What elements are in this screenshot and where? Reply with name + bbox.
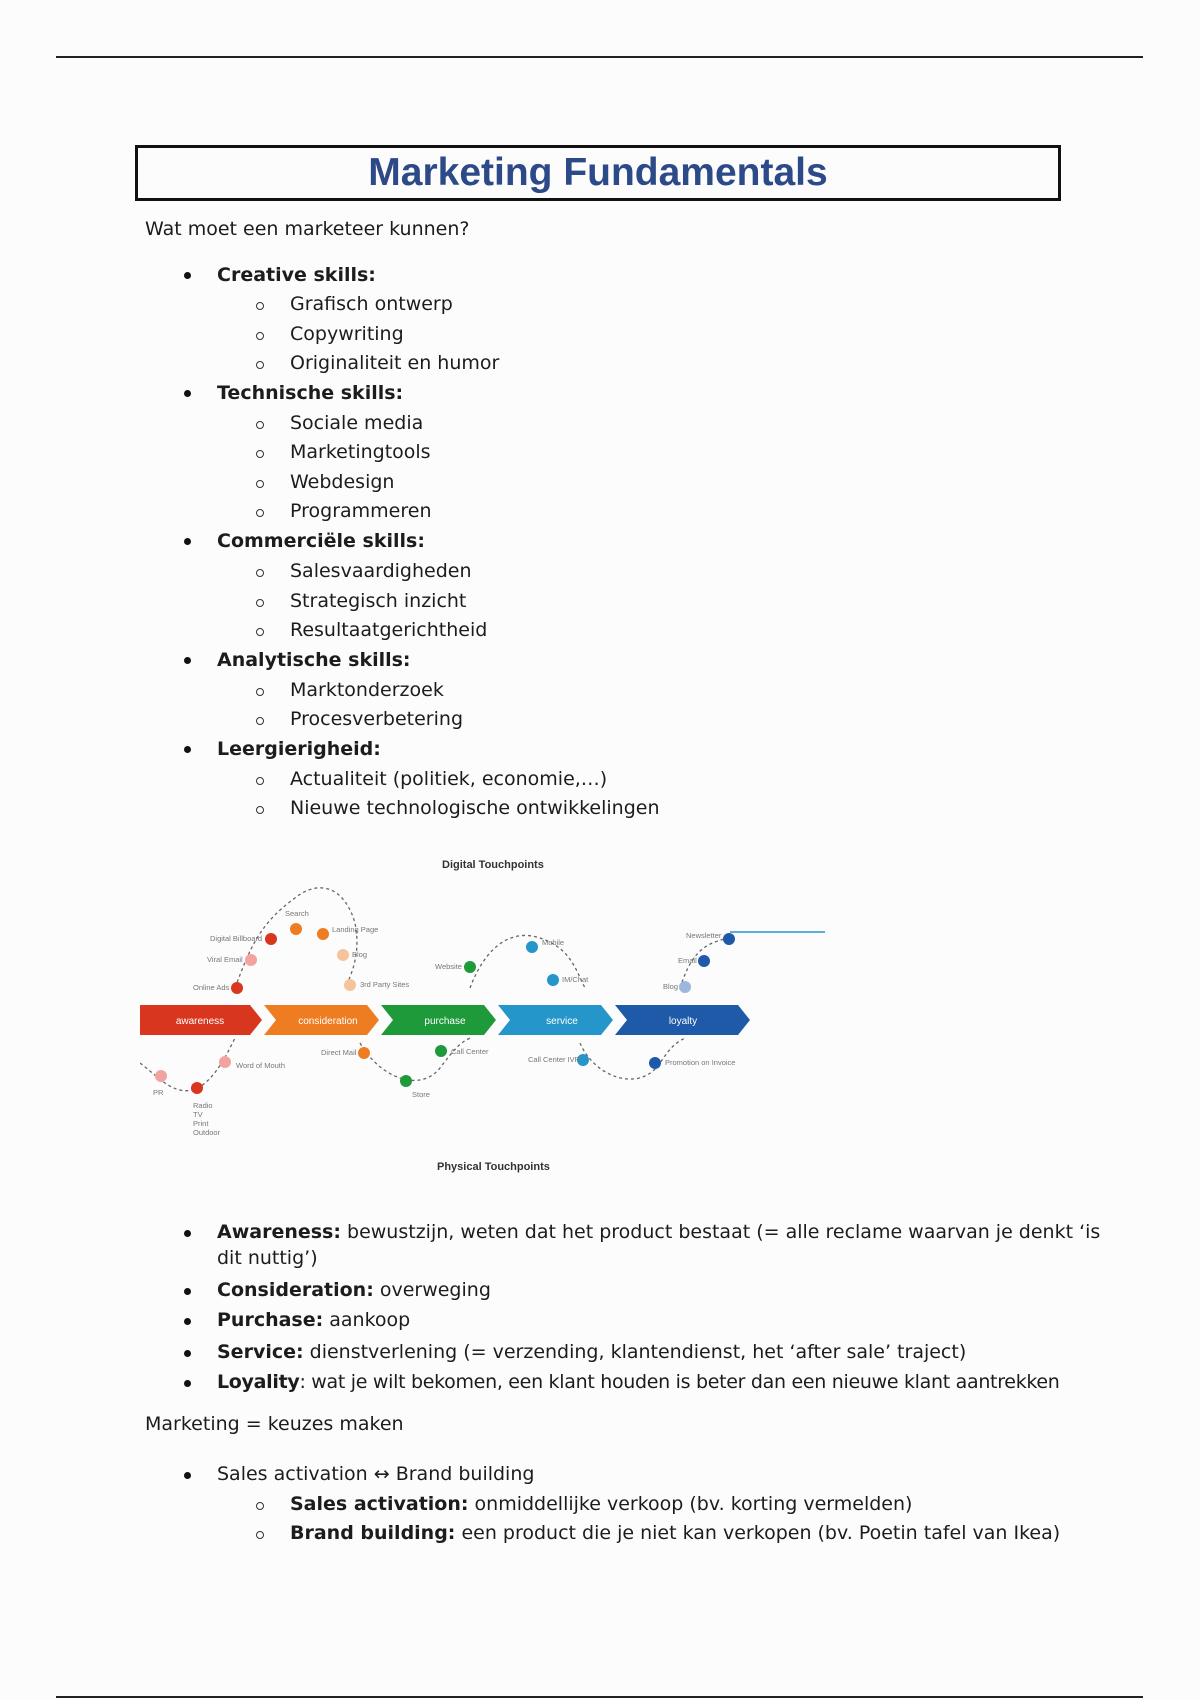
sales-heading: Sales activation ↔ Brand building	[217, 1463, 535, 1485]
sub-bullet	[256, 599, 264, 607]
stage-label: purchase	[424, 1016, 466, 1027]
touchpoint-label: Email	[678, 956, 697, 965]
touchpoint-dot	[191, 1082, 203, 1094]
touchpoint-label: Outdoor	[193, 1128, 221, 1137]
stage-label: service	[546, 1016, 578, 1027]
bullet	[184, 1350, 191, 1357]
definition-item	[217, 1221, 1100, 1243]
top-rule	[56, 56, 1143, 58]
sub-bullet	[256, 361, 264, 369]
touchpoint-dot	[358, 1047, 370, 1059]
skill-item: Sociale media	[290, 412, 424, 434]
touchpoint-label: Newsletter	[686, 931, 722, 940]
intro-text: Wat moet een marketeer kunnen?	[145, 218, 470, 240]
definition-term: Consideration:	[217, 1279, 374, 1301]
bullet	[184, 746, 191, 753]
touchpoint-label: PR	[153, 1088, 164, 1097]
skill-item: Strategisch inzicht	[290, 590, 467, 612]
touchpoint-dot	[679, 981, 691, 993]
skill-item: Webdesign	[290, 471, 395, 493]
sub-bullet	[256, 777, 264, 785]
touchpoint-label: Call Center	[451, 1047, 489, 1056]
bullet	[184, 390, 191, 397]
skill-item: Marketingtools	[290, 441, 431, 463]
bullet	[184, 1230, 191, 1237]
touchpoint-dot	[435, 1045, 447, 1057]
sales-text: een product die je niet kan verkopen (bv. Poetin tafel van Ikea)	[455, 1522, 1061, 1544]
definition-continuation: dit nuttig’)	[217, 1247, 318, 1269]
sub-bullet	[256, 421, 264, 429]
sub-bullet	[256, 332, 264, 340]
skill-item: Marktonderzoek	[290, 679, 444, 701]
touchpoint-label: Radio	[193, 1101, 213, 1110]
definition-item	[217, 1279, 491, 1301]
title-box	[135, 145, 1061, 201]
touchpoint-label: Print	[193, 1119, 209, 1128]
touchpoint-label: Mobile	[542, 938, 565, 947]
touchpoint-label: Word of Mouth	[236, 1061, 286, 1070]
definition-text: : wat je wilt bekomen, een klant houden is beter dan een nieuwe klant aantrekken	[299, 1371, 1060, 1393]
stage-label: consideration	[298, 1016, 358, 1027]
bullet	[184, 538, 191, 545]
touchpoint-dot	[464, 961, 476, 973]
touchpoint-dot	[526, 941, 538, 953]
touchpoint-dot	[155, 1070, 167, 1082]
sales-term: Brand building:	[290, 1522, 456, 1544]
touchpoint-label: Blog	[663, 982, 679, 991]
touchpoint-label: Landing Page	[332, 925, 379, 934]
touchpoint-dot	[231, 982, 243, 994]
touchpoint-label: Website	[435, 962, 462, 971]
skill-item: Procesverbetering	[290, 708, 464, 730]
touchpoint-label: TV	[193, 1110, 203, 1119]
skill-heading: Analytische skills:	[217, 649, 411, 671]
definition-item	[217, 1371, 1060, 1393]
skill-heading: Creative skills:	[217, 264, 376, 286]
sub-bullet	[256, 480, 264, 488]
touchpoint-label: Digital Billboard	[210, 934, 263, 943]
touchpoint-dot	[400, 1075, 412, 1087]
sub-bullet	[256, 1531, 264, 1539]
skill-item: Originaliteit en humor	[290, 352, 500, 374]
skill-item: Nieuwe technologische ontwikkelingen	[290, 797, 660, 819]
touchpoint-dot	[265, 933, 277, 945]
definition-term: Loyality	[217, 1371, 300, 1393]
sub-bullet	[256, 688, 264, 696]
definition-term: Service:	[217, 1341, 304, 1363]
touchpoint-label: Online Ads	[193, 983, 230, 992]
touchpoints-diagram	[140, 848, 840, 1178]
stage-label: loyalty	[668, 1016, 698, 1027]
touchpoint-label: Promotion on Invoice	[665, 1058, 736, 1067]
touchpoint-label: Viral Email	[207, 955, 243, 964]
skill-item: Programmeren	[290, 500, 432, 522]
sub-bullet	[256, 509, 264, 517]
bullet	[184, 1318, 191, 1325]
touchpoint-dot	[245, 954, 257, 966]
skill-heading: Commerciële skills:	[217, 530, 425, 552]
touchpoint-dot	[723, 933, 735, 945]
bullet	[184, 272, 191, 279]
skill-item: Copywriting	[290, 323, 404, 345]
definition-text: bewustzijn, weten dat het product bestaat (= alle reclame waarvan je denkt ‘is	[340, 1221, 1101, 1243]
sub-bullet	[256, 450, 264, 458]
touchpoint-dot	[698, 955, 710, 967]
sub-bullet	[256, 302, 264, 310]
bullet	[184, 1472, 191, 1479]
touchpoint-label: Direct Mail	[321, 1048, 357, 1057]
touchpoint-dot	[344, 979, 356, 991]
skill-heading: Leergierigheid:	[217, 738, 381, 760]
touchpoint-dot	[337, 949, 349, 961]
touchpoint-label: IM/Chat	[562, 975, 589, 984]
sub-bullet	[256, 628, 264, 636]
touchpoint-dot	[649, 1057, 661, 1069]
sub-bullet	[256, 806, 264, 814]
touchpoint-label: Call Center IVR	[528, 1055, 581, 1064]
sub-bullet	[256, 717, 264, 725]
skill-item: Grafisch ontwerp	[290, 293, 453, 315]
touchpoint-label: Store	[412, 1090, 430, 1099]
touchpoint-label: 3rd Party Sites	[360, 980, 410, 989]
digital-touchpoints-label: Digital Touchpoints	[442, 859, 544, 871]
definition-term: Purchase:	[217, 1309, 324, 1331]
definition-text: aankoop	[323, 1309, 411, 1331]
sub-bullet	[256, 569, 264, 577]
skill-item: Salesvaardigheden	[290, 560, 472, 582]
touchpoint-dot	[317, 928, 329, 940]
definition-item	[217, 1341, 966, 1363]
bottom-rule	[56, 1696, 1143, 1698]
sales-term: Sales activation:	[290, 1493, 469, 1515]
skill-heading: Technische skills:	[217, 382, 404, 404]
physical-touchpoints-label: Physical Touchpoints	[437, 1161, 550, 1173]
touchpoint-dot	[219, 1056, 231, 1068]
skill-item: Resultaatgerichtheid	[290, 619, 488, 641]
bullet	[184, 657, 191, 664]
sales-item	[290, 1493, 912, 1515]
definition-item	[217, 1309, 410, 1331]
touchpoint-label: Search	[285, 909, 309, 918]
bullet	[184, 1288, 191, 1295]
definition-text: overweging	[373, 1279, 491, 1301]
definition-text: dienstverlening (= verzending, klantendienst, het ‘after sale’ traject)	[303, 1341, 967, 1363]
touchpoint-label: Blog	[352, 950, 368, 959]
sub-bullet	[256, 1502, 264, 1510]
definition-term: Awareness:	[217, 1221, 341, 1243]
touchpoint-dot	[547, 974, 559, 986]
sales-text: onmiddellijke verkoop (bv. korting vermelden)	[468, 1493, 913, 1515]
marketing-statement: Marketing = keuzes maken	[145, 1413, 404, 1435]
sales-item	[290, 1522, 1060, 1544]
touchpoint-dot	[290, 923, 302, 935]
bullet	[184, 1380, 191, 1387]
skill-item: Actualiteit (politiek, economie,…)	[290, 768, 608, 790]
page-title: Marketing Fundamentals	[368, 151, 828, 194]
stage-label: awareness	[175, 1016, 225, 1027]
